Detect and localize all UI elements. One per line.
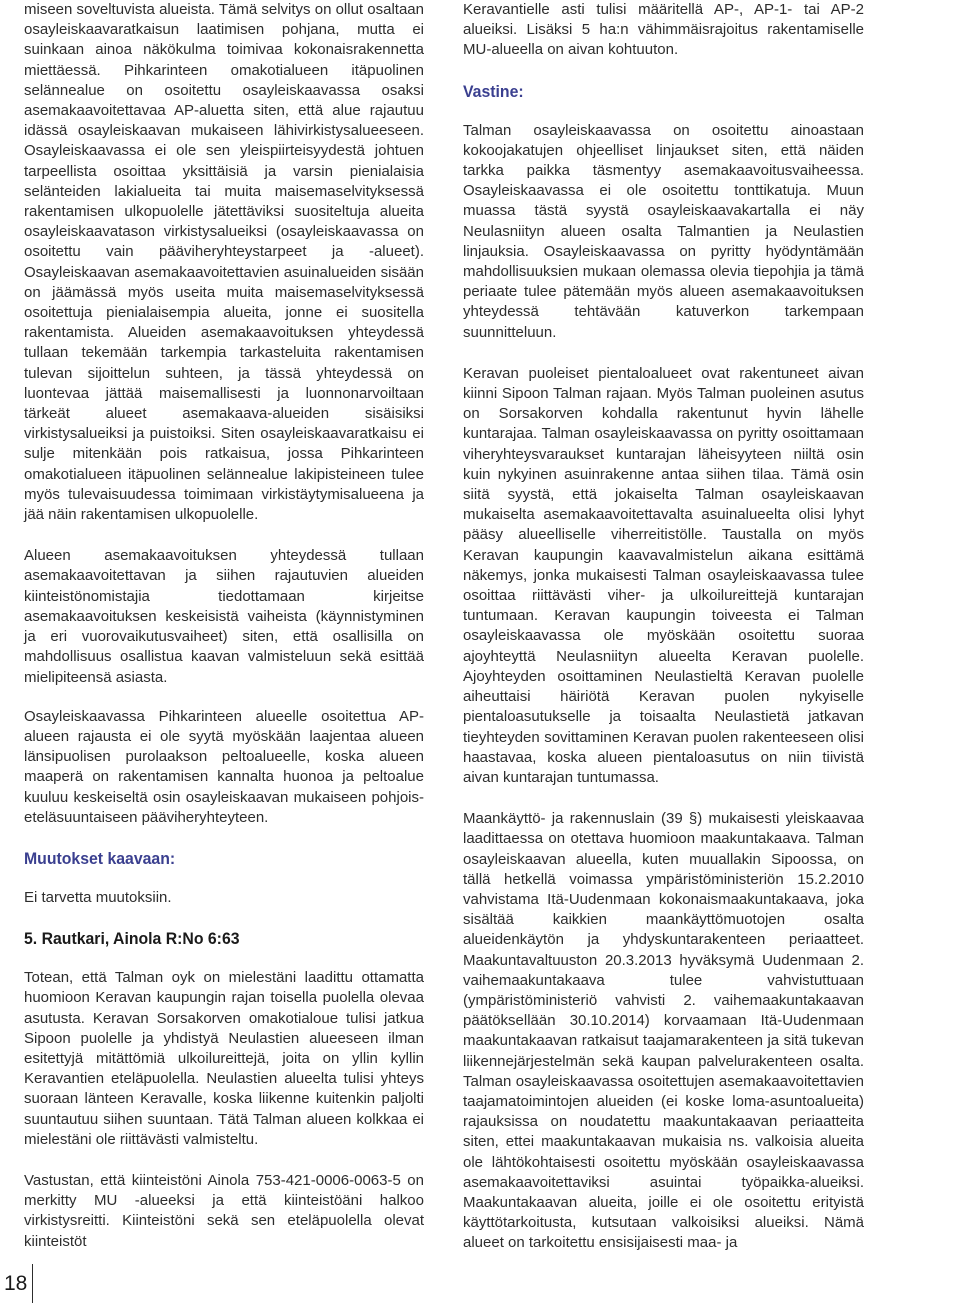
paragraph-ap-area-extension: Osayleiskaavassa Pihkarinteen alueelle osoitettua AP-alueen rajausta ei ole syytä myöskään laajentaa alueen länsipuolisen purolaakson peltoalueelle, koska alueen maaperä on rakentamisen kannalta huonoa ja peltoalue kuuluu keskeiseltä osin osayleiskaavan mukaiseen pohjois-eteläsuuntaiseen pääviheryhteyteen. [24,707,424,826]
right-column [463,0,864,1254]
paragraph-street-alignments: Talman osayleiskaavassa on osoitettu ainoastaan kokoojakatujen ohjeelliset linjaukset siten, että näiden tarkka paikka täsmentyy asemakaavoitusvaiheessa. Osayleiskaavassa ei ole osoitettu tonttikatuja. Muun muassa tästä syystä osayleiskaavakartalla ei näy Neulasniityn alueen osalta Talmantien ja Neulastien linjauksia. Osayleiskaavassa on pyritty hyödyntämään mahdollisuuksien mukaan olemassa olevia tiepohjia ja tämä periaate tulee pätemään myös alueen asemakaavoituksen yhteydessä tehtävään katuverkon tarkempaan suunnitteluun. [463,121,864,341]
response-heading: Vastine: [463,81,524,101]
paragraph-objection-1: Totean, että Talman oyk on mielestäni laadittu ottamatta huomioon Keravan kaupungin rajan toisella puolella olevaa asutusta. Keravan Sorsakorven omakotialoue tulisi jatkua Sipoon puolelle ja yhdistyä Neulastien alueeseen ilman esitettyjä mitättömiä ulkoilureittejä, joita on yllin kyllin Keravantien eteläpuolella. Neulastien alueelta tulisi yhteys suoraan länteen Keravalle, koska liikenne kuitenkin paljolti suuntautuu siihen suuntaan. Tätä Talman alueen kolkkaa ei mielestäni ole riittävästi valmisteltu. [24,969,424,1148]
paragraph-regional-plan: Maankäyttö- ja rakennuslain (39 §) mukaisesti yleiskaavaa laadittaessa on otettava huomioon maakuntakaava. Talman osayleiskaavan alueella, kuten muuallakin Sipoossa, on tällä hetkellä voimassa ympäristöministeriön 15.2.2010 vahvistama Itä-Uudenmaan kokonaismaakuntakaava, joka sisältää kaikkien maankäyttömuotojen osalta alueidenkäytön ja yhdyskuntarakenteen periaatteet. Maakuntavaltuuston 20.3.2013 hyväksymä Uudenmaan 2. vaihemaakuntakaava tulee vahvistuttuaan (ympäristöministeriö vahvisti 2. vaihemaakuntakaavan päätöksellään 30.10.2014) korvaamaan Itä-Uudenmaan maakuntakaavan ratkaisut taajamarakenteen ja sitä tukevan liikennejärjestelmän sekä kaupan palvelurakenteen osalta. Talman osayleiskaavassa osoitettujen asemakaavoitettavien taajamatoimintojen alueiden (ei koske loma-asuntoalueita) rajauksissa on noudatettu maakuntakaavan periaatteita siten, ettei maakuntakaavan mukaisia ns. valkoisia alueita ole lähtökohtaisesti osoitettu myöskään osayleiskaavassa asemakaavoitettaviksi asuintai työpaikka-alueiksi. Maakuntakaavan alueita, joille ei ole osoitettu erityistä käyttötarkoitusta, kutsutaan valkoisiksi alueiksi. Nämä alueet on tarkoitettu ensisijaisesti maa- ja [463,810,864,1252]
section-heading: 5. Rautkari, Ainola R:No 6:63 [24,929,240,949]
paragraph-landowner-notification: Alueen asemakaavoituksen yhteydessä tullaan asemakaavoitettavan ja siihen rajautuvien alueiden kiinteistönomistajia tiedottamaan kirjeitse asemakaavoituksen keskeisistä vaiheista (käynnistyminen ja eri vuorovaikutusvaiheet) siten, että osallisilla on mahdollisuus osallistua kaavan valmisteluun sekä esittää mielipiteensä asiasta. [24,547,424,686]
changes-text: Ei tarvetta muutoksiin. [24,888,172,906]
paragraph-kerava-border: Keravan puoleiset pientaloalueet ovat rakentuneet aivan kiinni Sipoon Talman rajaan. Myös Talman puoleinen asutus on Sorsakorven kohdalla rakentunut hyvin lähelle kuntarajaa. Talman osayleiskaavassa on pyritty osoittamaan viheryhteysvaraukset kuntarajan läheisyyteen niiltä osin kuin nykyinen asuinrakenne antaa siihen tilaa. Tämä osin siitä syystä, että jokaiselta Talman osayleiskaavan mukaiselta asemakaavoitettavalta asuinalueelta olisi lyhyt pääsy alueelliselle viherreitistölle. Taustalla on myös Keravan kaupungin kaavavalmistelun aikana esittämä näkemys, jonka mukaisesti Talman osayleiskaavassa tulee osoittaa riittävästi viher- ja ulkoilureittejä kuntarajan tuntumaan. Keravan kaupungin toiveesta ei Talman osayleiskaavassa ole myöskään osoitettu suoraa ajoyhteyttä Neulasniityn alueelta Keravan puolelle. Ajoyhteyden osoittaminen Neulastieltä Keravan puolelle aiheuttaisi häiriötä Keravan puolen nykyiselle pientaloasutukselle ja toisaalta Neulastietä jatkavan tieyhteyden sovittaminen Keravan puolen rakenteeseen olisi haastavaa, koska alueen pientaloasutus on niin tiivistä aivan kuntarajan tuntumassa. [463,364,864,786]
page-number: 18 [0,1264,33,1303]
changes-heading: Muutokset kaavaan: [24,848,176,868]
left-column [24,0,424,1252]
paragraph-landscape-survey: miseen soveltuvista alueista. Tämä selvitys on ollut osaltaan osayleiskaavaratkaisun laatimisen pohjana, mutta ei suinkaan ainoa näkökulma toimivaa kokonaisrakennetta miettäessä. Pihkarinteen omakotialueen itäpuolinen selännealue on osoitettu osayleiskaavassa osaksi asemakaavoitettavaa AP-aluetta siten, että alue rajautuu idässä osayleiskaavan mukaiseen lähivirkistysalueeseen. Osayleiskaavassa ei ole sen yleispiirteisyydestä johtuen tarpeellista osoittaa yksittäisiä ja varsin pienialaisia selänteiden lakialueita tai muita maisemaselvityksessä rakentamisen ulkopuolelle jätettäviksi suositeltuja alueita osayleiskaavatason virkistysalueiksi (osayleiskaavassa on osoitettu vain pääviheryhteystarpeet ja -alueet). Osayleiskaavan asemakaavoitettavien asuinalueiden sisään on jäämässä myös useita muita maisemaselvityksessä osoitettuja pienialaisempia alueita, jonne ei suositella rakentamista. Alueiden asemakaavoituksen yhteydessä tullaan tekemään tarkempia tarkasteluita rakentamisen tulevan sijoittelun suhteen, ja tässä yhteydessä on luontevaa jättää maisemallisesti ja luonnonarvoiltaan tärkeät alueet asemakaava-alueiden sisäisiksi virkistysalueiksi ja puistoiksi. Siten osayleiskaavaratkaisu ei sulje mitenkään pois ratkaisua, jossa Pihkarinteen omakotialueen itäpuolinen selännealue lakipisteineen tulee myös tulevaisuudessa toimimaan virkistäytymisalueena ja jää näin rakentamisen ulkopuolelle. [24,1,424,524]
paragraph-objection-continued: Keravantielle asti tulisi määritellä AP-, AP-1- tai AP-2 alueiksi. Lisäksi 5 ha:n vähimmäisrajoitus rakentamiselle MU-alueella on aivan kohtuuton. [463,1,864,59]
paragraph-objection-2: Vastustan, että kiinteistöni Ainola 753-421-0006-0063-5 on merkitty MU -alueeksi ja että kiinteistöäni halkoo virkistysreitti. Kiinteistöni sekä sen eteläpuolella olevat kiinteistöt [24,1171,424,1250]
